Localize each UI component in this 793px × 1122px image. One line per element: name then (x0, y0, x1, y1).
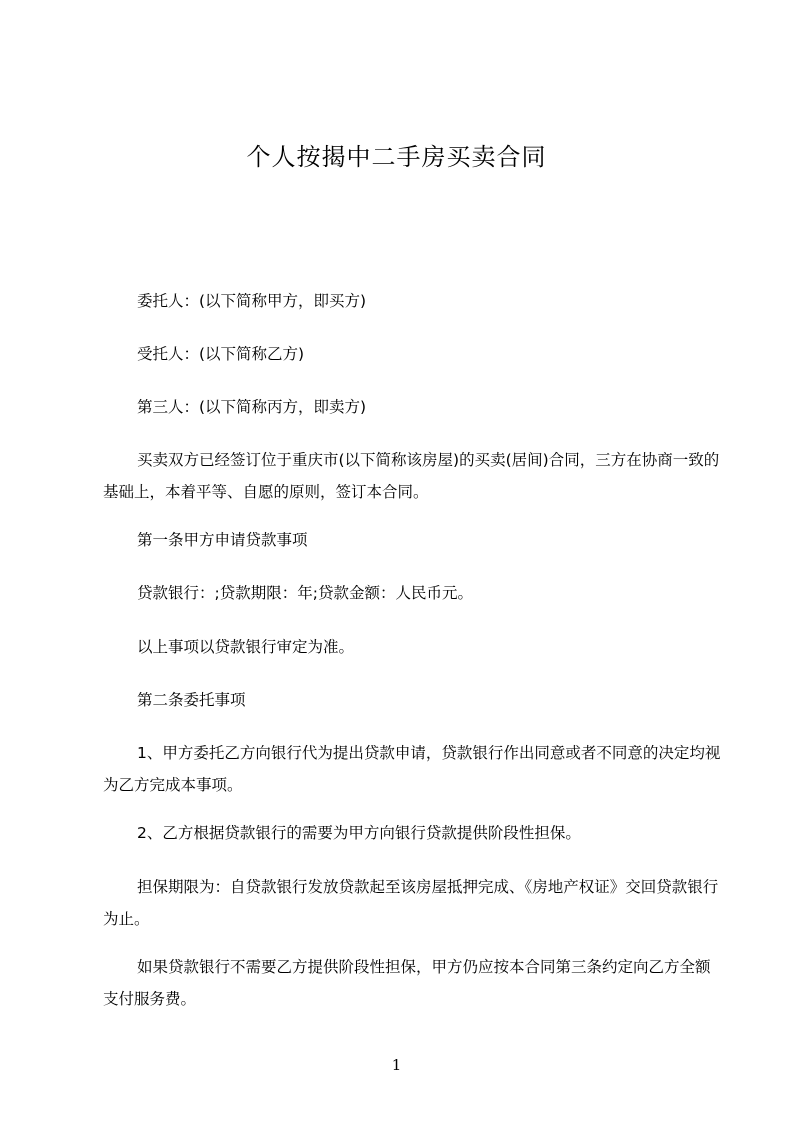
entrustment-item-1: 1、甲方委托乙方向银行代为提出贷款申请，贷款银行作出同意或者不同意的决定均视为乙方完成本事项。 (103, 744, 721, 794)
page-number: 1 (391, 1056, 402, 1074)
loan-approval-note: 以上事项以贷款银行审定为准。 (137, 638, 355, 656)
preamble-paragraph: 买卖双方已经签订位于重庆市(以下简称该房屋)的买卖(居间)合同，三方在协商一致的基础上，本着平等、自愿的原则，签订本合同。 (103, 451, 720, 501)
no-guarantee-clause: 如果贷款银行不需要乙方提供阶段性担保，甲方仍应按本合同第三条约定向乙方全额支付服务费。 (103, 958, 711, 1008)
article-2-heading: 第二条委托事项 (137, 691, 246, 709)
guarantee-period: 担保期限为：自贷款银行发放贷款起至该房屋抵押完成、《房地产权证》交回贷款银行为止。 (103, 878, 719, 928)
loan-details-line: 贷款银行：;贷款期限：年;贷款金额：人民币元。 (137, 584, 473, 602)
clause-principal: 委托人：(以下简称甲方，即买方) (137, 292, 367, 310)
article-1-heading: 第一条甲方申请贷款事项 (137, 531, 308, 549)
clause-third-party: 第三人：(以下简称丙方，即卖方) (137, 398, 367, 416)
clause-agent: 受托人：(以下简称乙方) (137, 345, 305, 363)
document-title: 个人按揭中二手房买卖合同 (246, 143, 547, 171)
entrustment-item-2: 2、乙方根据贷款银行的需要为甲方向银行贷款提供阶段性担保。 (137, 824, 581, 842)
